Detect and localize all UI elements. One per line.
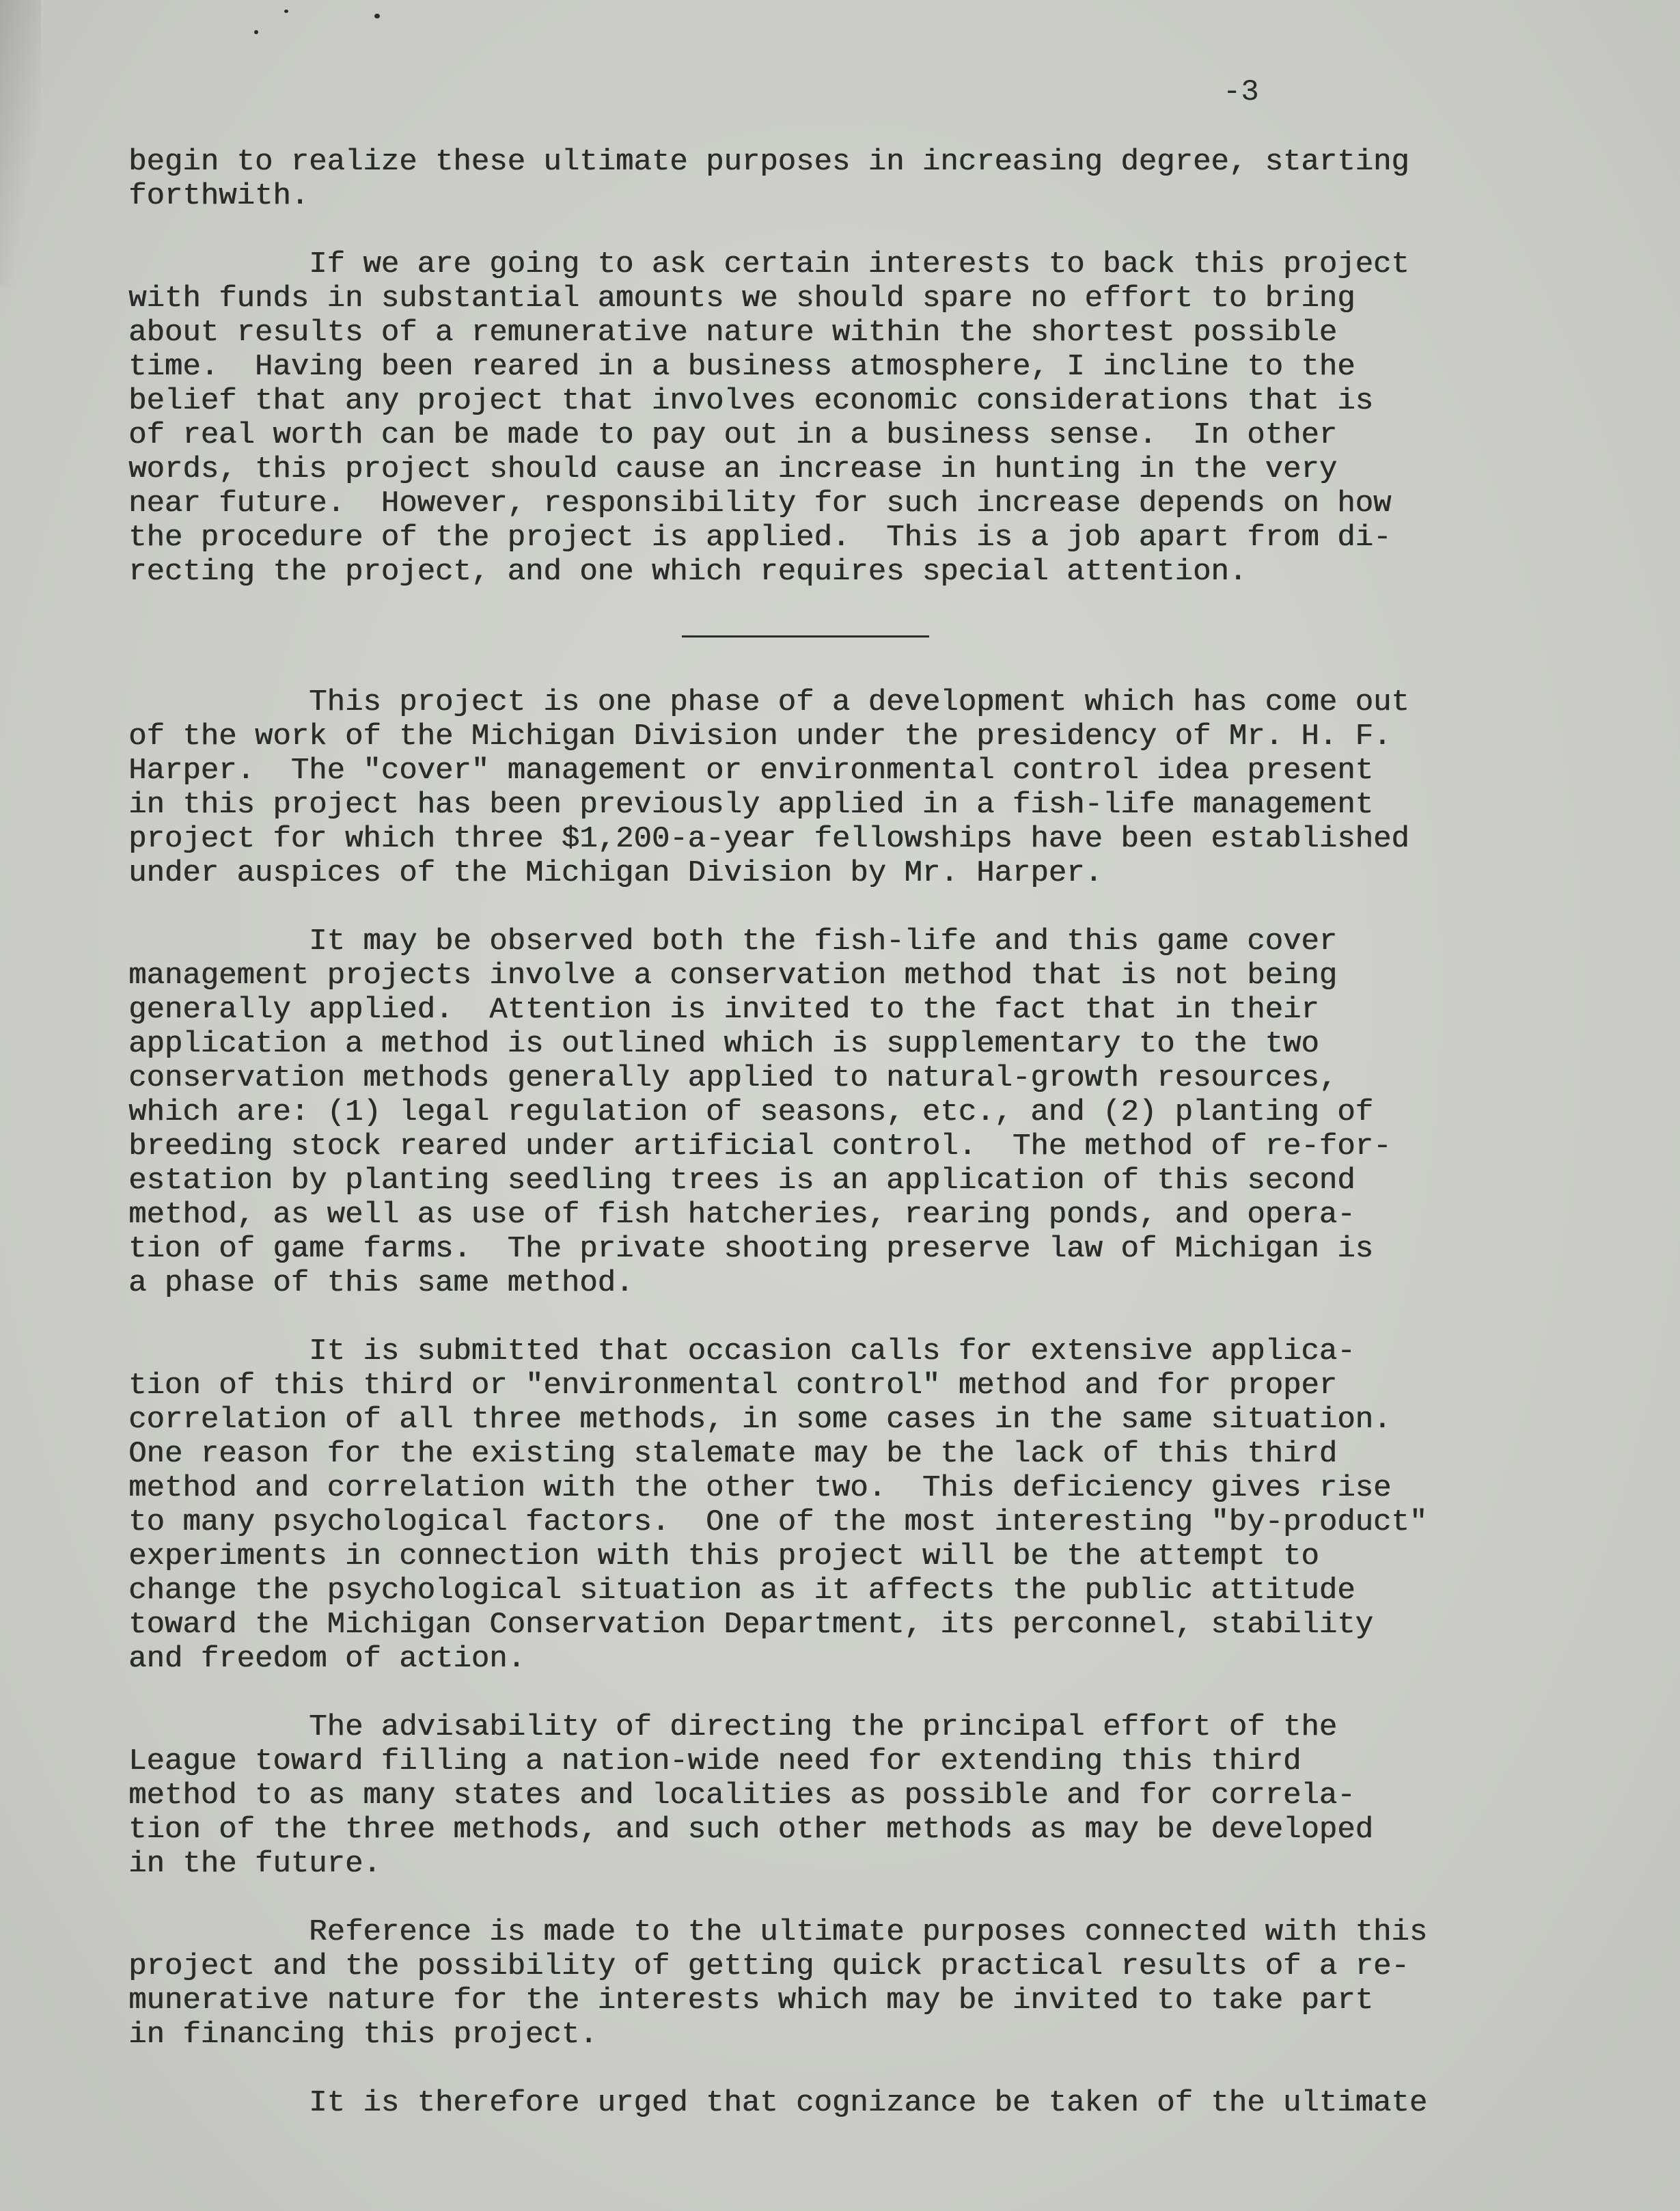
ink-speck xyxy=(374,14,380,18)
text-line: of the work of the Michigan Division under the presidency of Mr. H. F. xyxy=(128,719,1392,754)
text-line: method and correlation with the other two. This deficiency gives rise xyxy=(128,1471,1392,1505)
text-line: This project is one phase of a development which has come out xyxy=(128,685,1409,719)
text-line: munerative nature for the interests which may be invited to take part xyxy=(128,1983,1373,2018)
ink-speck xyxy=(284,10,288,13)
ink-speck xyxy=(254,30,258,34)
text-line: breeding stock reared under artificial control. The method of re-for- xyxy=(128,1129,1392,1164)
section-divider xyxy=(682,635,929,637)
text-line: begin to realize these ultimate purposes in increasing degree, starting xyxy=(128,145,1409,179)
text-line: League toward filling a nation-wide need for extending this third xyxy=(128,1744,1302,1779)
text-line: management projects involve a conservation method that is not being xyxy=(128,959,1338,993)
text-line: project and the possibility of getting quick practical results of a re- xyxy=(128,1949,1409,1983)
text-line: and freedom of action. xyxy=(128,1642,525,1676)
text-line: tion of game farms. The private shooting preserve law of Michigan is xyxy=(128,1232,1373,1266)
text-line: change the psychological situation as it affects the public attitude xyxy=(128,1574,1355,1608)
text-line: in this project has been previously applied in a fish-life management xyxy=(128,788,1373,822)
paragraph-3 xyxy=(128,685,1604,890)
text-line: tion of this third or "environmental control" method and for proper xyxy=(128,1369,1338,1403)
text-line: to many psychological factors. One of the most interesting "by-product" xyxy=(128,1505,1428,1539)
text-line: with funds in substantial amounts we should spare no effort to bring xyxy=(128,281,1355,316)
text-line: project for which three $1,200-a-year fellowships have been established xyxy=(128,822,1409,856)
paragraph-2 xyxy=(128,247,1604,589)
text-line: recting the project, and one which requires special attention. xyxy=(128,555,1248,589)
text-line: forthwith. xyxy=(128,179,309,213)
text-line: One reason for the existing stalemate may be the lack of this third xyxy=(128,1437,1338,1471)
text-line: correlation of all three methods, in some cases in the same situation. xyxy=(128,1403,1392,1437)
paper-crease xyxy=(0,0,41,287)
text-line: Harper. The "cover" management or environmental control idea present xyxy=(128,754,1373,788)
page-number: -3 xyxy=(1223,75,1259,109)
text-line: tion of the three methods, and such other methods as may be developed xyxy=(128,1813,1373,1847)
document-body xyxy=(128,145,1604,2154)
text-line: generally applied. Attention is invited to the fact that in their xyxy=(128,993,1319,1027)
text-line: application a method is outlined which is supplementary to the two xyxy=(128,1027,1319,1061)
paragraph-6 xyxy=(128,1710,1604,1881)
text-line: If we are going to ask certain interests to back this project xyxy=(128,247,1409,281)
text-line: It may be observed both the fish-life and this game cover xyxy=(128,924,1338,959)
text-line: The advisability of directing the principal effort of the xyxy=(128,1710,1338,1744)
text-line: estation by planting seedling trees is an application of this second xyxy=(128,1164,1355,1198)
text-line: toward the Michigan Conservation Department, its perconnel, stability xyxy=(128,1608,1373,1642)
text-line: method to as many states and localities as possible and for correla- xyxy=(128,1779,1355,1813)
text-line: words, this project should cause an increase in hunting in the very xyxy=(128,452,1338,486)
text-line: in financing this project. xyxy=(128,2018,598,2052)
text-line: near future. However, responsibility for such increase depends on how xyxy=(128,486,1392,521)
text-line: which are: (1) legal regulation of seasons, etc., and (2) planting of xyxy=(128,1095,1373,1129)
paragraph-7 xyxy=(128,1915,1604,2052)
text-line: Reference is made to the ultimate purposes connected with this xyxy=(128,1915,1428,1949)
text-line: a phase of this same method. xyxy=(128,1266,634,1300)
text-line: It is submitted that occasion calls for extensive applica- xyxy=(128,1334,1355,1369)
text-line: of real worth can be made to pay out in a business sense. In other xyxy=(128,418,1338,452)
text-line: under auspices of the Michigan Division by Mr. Harper. xyxy=(128,856,1103,890)
paragraph-1 xyxy=(128,145,1604,213)
text-line: about results of a remunerative nature within the shortest possible xyxy=(128,316,1338,350)
paragraph-4 xyxy=(128,924,1604,1300)
text-line: method, as well as use of fish hatcheries, rearing ponds, and opera- xyxy=(128,1198,1355,1232)
text-line: experiments in connection with this project will be the attempt to xyxy=(128,1539,1319,1574)
paragraph-5 xyxy=(128,1334,1604,1676)
text-line: It is therefore urged that cognizance be taken of the ultimate xyxy=(128,2086,1428,2120)
text-line: conservation methods generally applied to natural-growth resources, xyxy=(128,1061,1338,1095)
text-line: time. Having been reared in a business atmosphere, I incline to the xyxy=(128,350,1355,384)
text-line: the procedure of the project is applied. This is a job apart from di- xyxy=(128,521,1392,555)
text-line: belief that any project that involves economic considerations that is xyxy=(128,384,1373,418)
paragraph-8 xyxy=(128,2086,1604,2120)
text-line: in the future. xyxy=(128,1847,381,1881)
